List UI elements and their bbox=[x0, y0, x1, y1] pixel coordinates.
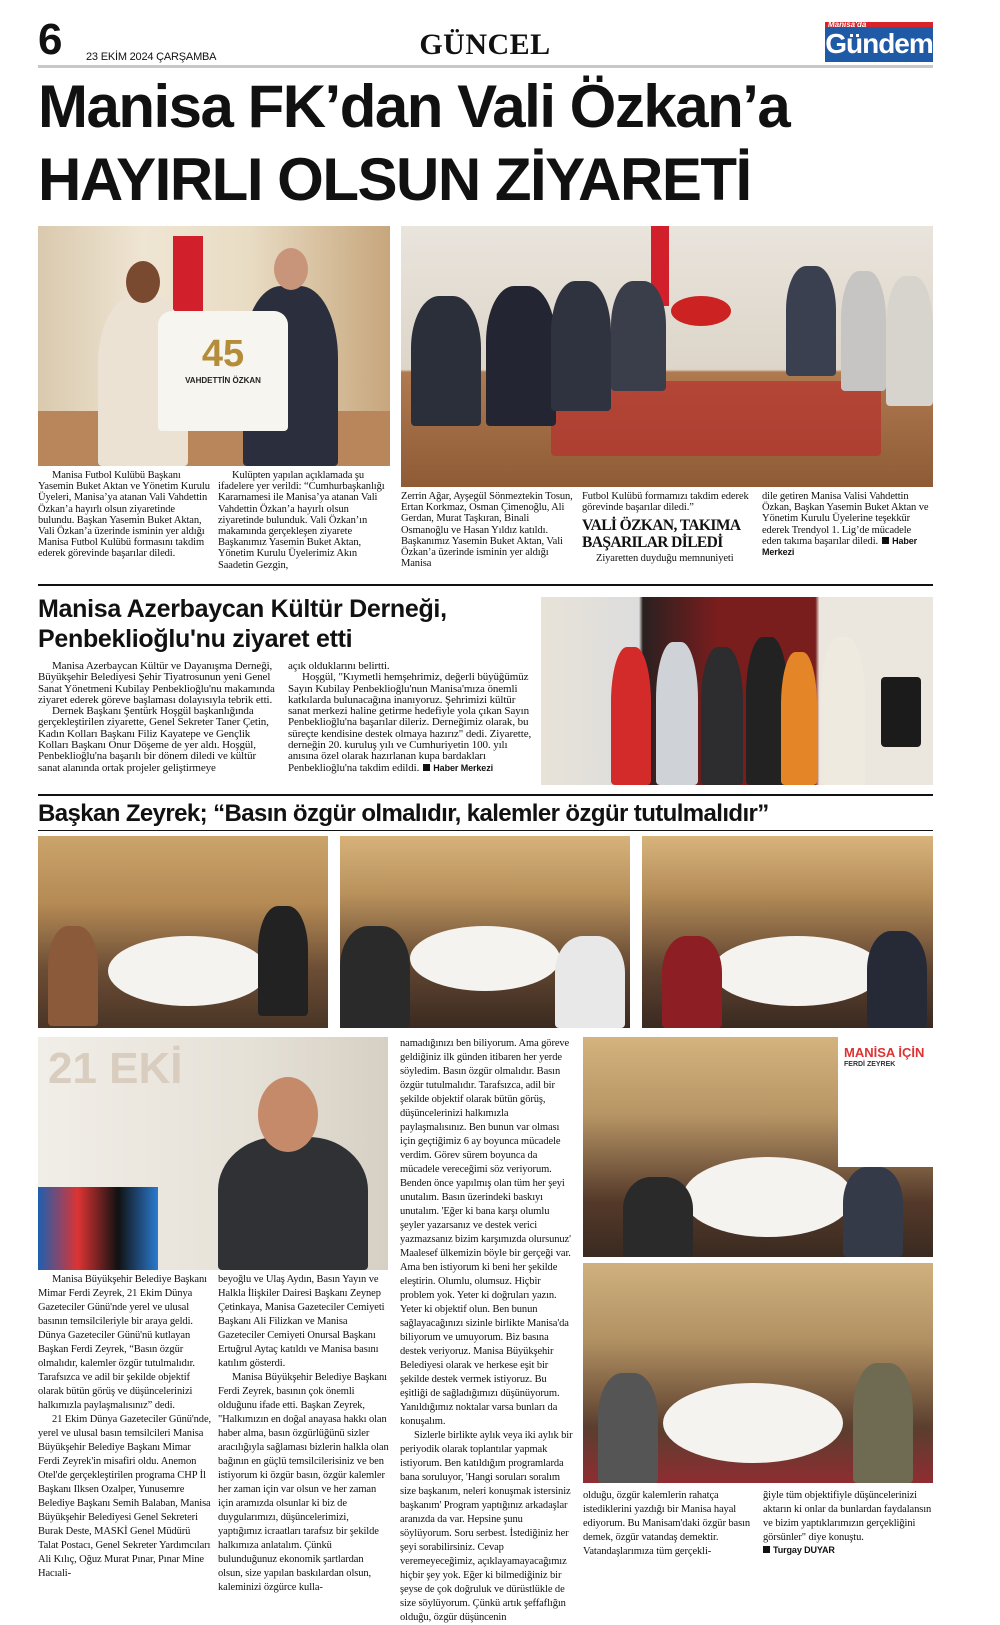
article3-column-5 bbox=[763, 1489, 933, 1555]
logo-text: Gündem bbox=[825, 28, 933, 59]
article1-column-1 bbox=[38, 470, 210, 560]
divider bbox=[38, 584, 933, 586]
article1-column-3 bbox=[401, 491, 573, 569]
paragraph: Hoşgül, "Kıymetli hemşehrimiz, değerli büyüğümüz Sayın Kubilay Penbeklioğlu'nun Manisa'mıza önemli katkılarda bulunacağına inanıyoruz. Şehrimizi kültür sanat merkezi haline getirme hedefiyle yola çıkan Sayın Penbeklioğlu'na başarılar dileriz. Derneğimiz olarak, bu süreçte kendisine destek olmaya hazırız" dedi. Ziyarette, derneğin 20. kuruluş yılı ve Cumhuriyetin 100. yılı anısına özel olarak hazırlanan kupa bardakları Penbeklioğlu'na takdim edildi. bbox=[288, 671, 532, 774]
paragraph: Dernek Başkanı Şentürk Hoşgül başkanlığında gerçekleştirilen ziyarette, Genel Sekreter Taner Çetin, Kadın Kolları Başkanı Filiz Kayatepe ve Gençlik Kolları Başkanı Onur Döşeme de yer aldı. Hoşgül, Penbeklioğlu'na başarılı bir dönem diledi ve kültür sanat alanında ortak projeler geliştirmeye bbox=[38, 705, 269, 774]
banner-text: MANİSA İÇİN bbox=[844, 1045, 925, 1060]
newspaper-logo bbox=[825, 22, 933, 62]
headline-line2: HAYIRLI OLSUN ZİYARETİ bbox=[38, 146, 751, 213]
paragraph: beyoğlu ve Ulaş Aydın, Basın Yayın ve Halkla İlişkiler Dairesi Başkanı Zeynep Çetinkaya, Manisa Gazeteciler Cemiyeti Başkanı Ali Filizkan ve Manisa Gazeteciler Cemiyeti Onursal Başkanı Ertuğrul Aytaç katıldı ve Manisa basını katılım gösterdi. bbox=[218, 1274, 385, 1369]
paragraph: namadığınızı ben biliyorum. Ama göreve geldiğiniz ilk günden itibaren her yerde söyledim. Basın özgür olmalıdır. Basın özgür tutulmalıdır. Tarafsızca, adil bir şekilde objektif olarak bütün görüş, düşüncelerinizi halkımızla paylaşmalısınız. Ben bunun var olması için geçtiğimiz 6 ay boyunca mücadele verdim. Görev sürem boyunca da mücadele vereceğimi söz veriyorum. Benden önce yapılmış olan tüm her şeyi unutalım. Basın üzerindeki baskıyı unutalım. 'Eğer ki bana karşı olumlu şeyler yazarsanız ve destek verici yazmazsanız bizim karşımızda olursunuz' Maalesef ülkemizin böyle bir gerçeği var. Ama ben istiyorum ki beni her şekilde eleştirin. Olumlu, olumsuz. Hiçbir problem yok. Yeter ki doğruları yazın. Yeter ki objektif olun. Ben bunun sağlayacağınızı sizinle birlikte Manisa'da biliyorum ve umuyorum. Biz basına destek veriyoruz. Manisa Büyükşehir Belediyesi olarak ve herkese eşit bir şekilde destek vermek istiyoruz. Bu eşitliği de sağladığımızı düşünüyorum. Yanıldığımız noktalar varsa bunları da konuşalım. bbox=[400, 1038, 571, 1427]
article1-column-5 bbox=[762, 491, 933, 558]
article3-column-4 bbox=[583, 1489, 753, 1559]
article3-column-1 bbox=[38, 1273, 212, 1581]
paragraph: Manisa Futbol Kulübü Başkanı Yasemin Buket Aktan ve Yönetim Kurulu Üyeleri, Manisa’ya atanan Vali Vahdettin Özkan’a hayırlı olsun ziyaretinde bulundu. Başkan Yasemin Buket Aktan, Vali Özkan’a üzerinde isminin yer aldığı Manisa Futbol Kulübü formasını takdim ederek görevinde başarılar diledi. bbox=[38, 470, 210, 560]
paragraph: Futbol Kulübü formamızı takdim ederek görevinde başarılar diledi.” bbox=[582, 491, 749, 514]
paragraph: Kulüpten yapılan açıklamada şu ifadelere yer verildi: “Cumhurbaşkanlığı Kararnamesi ile Manisa’ya atanan Vali Vahdettin Özkan’a hayırlı olsun ziyaretinde bulunduk. Vali Özkan’ın makamında gerçekleşen ziyarete Başkanımız Yasemin Buket Aktan, Yönetim Kurulu Üyelerimiz Akın Saadetin Gezgin, bbox=[218, 470, 385, 571]
article3-column-2 bbox=[218, 1273, 390, 1595]
section-title: GÜNCEL bbox=[419, 28, 551, 61]
paragraph: Manisa Büyükşehir Belediye Başkanı Mimar Ferdi Zeyrek, 21 Ekim Dünya Gazeteciler Günü'nde yerel ve ulusal basının temsilcileriyle bir araya geldi. Dünya Gazeteciler Günü'nü kutlayan Başkan Ferdi Zeyrek, “Basın özgür olmalıdır, kalemler özgür tutulmalıdır. Tarafsızca ve adil bir şekilde objektif olarak bütün görüş ve düşüncelerinizi halkımızla paylaşmalısınız” dedi. bbox=[38, 1274, 207, 1411]
article3-column-3 bbox=[400, 1037, 574, 1625]
article2-column-2 bbox=[288, 661, 534, 774]
byline: Haber Merkezi bbox=[762, 535, 918, 558]
article2-column-1 bbox=[38, 661, 278, 774]
divider bbox=[38, 794, 933, 796]
paragraph: olduğu, özgür kalemlerin rahatça istediklerini yazdığı bir Manisa hayal ediyorum. Bu Manisam'daki özgür basın demek, özgür vatandaş demektir. Vatandaşlarımıza tüm gerçekli- bbox=[583, 1490, 751, 1557]
paragraph: Sizlerle birlikte aylık veya iki aylık bir periyodik olarak toplantılar yapmak istiyorum. Ben katıldığım programlarda bana soruluyor, 'Hangi soruları soralım size başkanım, neleri konuşmak istersiniz başkanım' Program yaptığınız arkadaşlar aranızda da var. Hepsine şunu söylüyorum. Soru serbest. İstediğiniz her şeyi sorabilirsiniz. Cevap veremeyeceğimiz, açıklayamayacağımız hiçbir şey yok. Eğer ki bilmediğiniz bir şeyse de çok doğruluk ve dürüstlükle de size söylüyorum. Çünkü artık şeffaflığın olduğu, özgür düşüncenin bbox=[400, 1430, 573, 1623]
article1-column-2 bbox=[218, 470, 386, 571]
issue-date: 23 EKİM 2024 ÇARŞAMBA bbox=[86, 51, 217, 63]
paragraph: Ziyaretten duyduğu memnuniyeti bbox=[596, 553, 734, 565]
photo-dinner-3 bbox=[642, 836, 933, 1028]
photo-dinner-2 bbox=[340, 836, 630, 1028]
page-number: 6 bbox=[38, 15, 63, 64]
paragraph: açık olduklarını belirtti. bbox=[288, 660, 390, 672]
jersey-number: 45 bbox=[201, 333, 245, 375]
paragraph: ğiyle tüm objektifiyle düşüncelerinizi aktarın ki onlar da bunlardan faydalansın ve bizim yaptıklarımızın gerçekliğini görsünler" diye konuştu. bbox=[763, 1490, 932, 1543]
paragraph: Manisa Azerbaycan Kültür ve Dayanışma Derneği, Büyükşehir Belediyesi Şehir Tiyatrosunun yeni Genel Sanat Yönetmeni Kubilay Penbeklioğlu'nu makamında ziyaret ederek göreve başlaması dolayısıyla tebrik etti. bbox=[38, 660, 275, 706]
paragraph: Zerrin Ağar, Ayşegül Sönmeztekin Tosun, Ertan Korkmaz, Osman Çimenoğlu, Ali Gerdan, Murat Taşkıran, Binali Osmanoğlu ve Hasan Yıldız katıldı. Başkanımız Yasemin Buket Aktan, Vali Özkan’a üzerinde isminin yer aldığı Manisa bbox=[401, 491, 573, 570]
photo-dinner-5 bbox=[583, 1263, 933, 1483]
divider bbox=[38, 830, 933, 831]
banner-name: FERDİ ZEYREK bbox=[844, 1061, 896, 1068]
article1-subheading: VALİ ÖZKAN, TAKIMA BAŞARILAR DİLEDİ bbox=[582, 517, 740, 552]
photo-association-visit bbox=[541, 597, 933, 785]
paragraph: dile getiren Manisa Valisi Vahdettin Özkan, Başkan Yasemin Buket Aktan ve Yönetim Kurulu Üyelerine teşekkür ederek Trendyol 1. Lig’de mücadele eden takıma başarılar diledi. bbox=[762, 491, 929, 547]
article3-headline: Başkan Zeyrek; “Basın özgür olmalıdır, kalemler özgür tutulmalıdır” bbox=[38, 800, 769, 827]
article2-headline: Manisa Azerbaycan Kültür Derneği, Penbeklioğlu'nu ziyaret etti bbox=[38, 595, 447, 653]
paragraph: 21 Ekim Dünya Gazeteciler Günü'nde, yerel ve ulusal basın temsilcileri Manisa Büyükşehir Belediye Başkanı Mimar Ferdi Zeyrek'in misafiri oldu. Anemon Otel'de gerçekleştirilen programa CHP İl Başkanı Ilksen Ozalper, Yunusemre Belediye Başkanı Semih Balaban, Manisa Büyükşehir Belediyesi Genel Sekreteri Burak Deste, MASKİ Genel Müdürü Talat Postacı, Genel Sekreter Yardımcıları Ali Kılıç, Oğuz Murat Pınar, Pınar Mine Hacıali- bbox=[38, 1414, 212, 1579]
byline: Turgay DUYAR bbox=[759, 1545, 933, 1555]
photo-speaker: 21 EKİ bbox=[38, 1037, 388, 1270]
photo-jersey-presentation bbox=[38, 226, 390, 466]
article1-column-4 bbox=[582, 491, 752, 565]
photo-dinner-4 bbox=[583, 1037, 933, 1257]
photo-dinner-1 bbox=[38, 836, 328, 1028]
photo-visit-meeting bbox=[401, 226, 933, 487]
headline-line1: Manisa FK’dan Vali Özkan’a bbox=[38, 73, 790, 140]
header-rule bbox=[38, 65, 933, 68]
jersey-name: VAHDETTİN ÖZKAN bbox=[185, 376, 261, 385]
byline: Haber Merkezi bbox=[419, 763, 493, 773]
logo-tagline: Manisa'da bbox=[828, 20, 867, 29]
paragraph: Manisa Büyükşehir Belediye Başkanı Ferdi Zeyrek, basının çok önemli olduğunu ifade etti. Başkan Zeyrek, "Halkımızın en doğal anayasa hakkı olan haber alma, basın özgürlüğünü sizler aracılığıyla sağlaması bizlerin halkla olan bağının en güçlü temsilcilerisiniz ve ben istiyorum ki özgür basın, özgür kalemler her zaman için var olsun ve her zaman için aramızda olsunlar ki biz de duygularımızı, düşüncelerimizi, yaptığımız icraatları tarafsız bir şekilde halkımıza anlatalım. Çünkü bulunduğunuz ekonomik şartlardan olsun, size yapılan baskılardan olsun, kaleminizi özgürce kulla- bbox=[218, 1372, 389, 1593]
